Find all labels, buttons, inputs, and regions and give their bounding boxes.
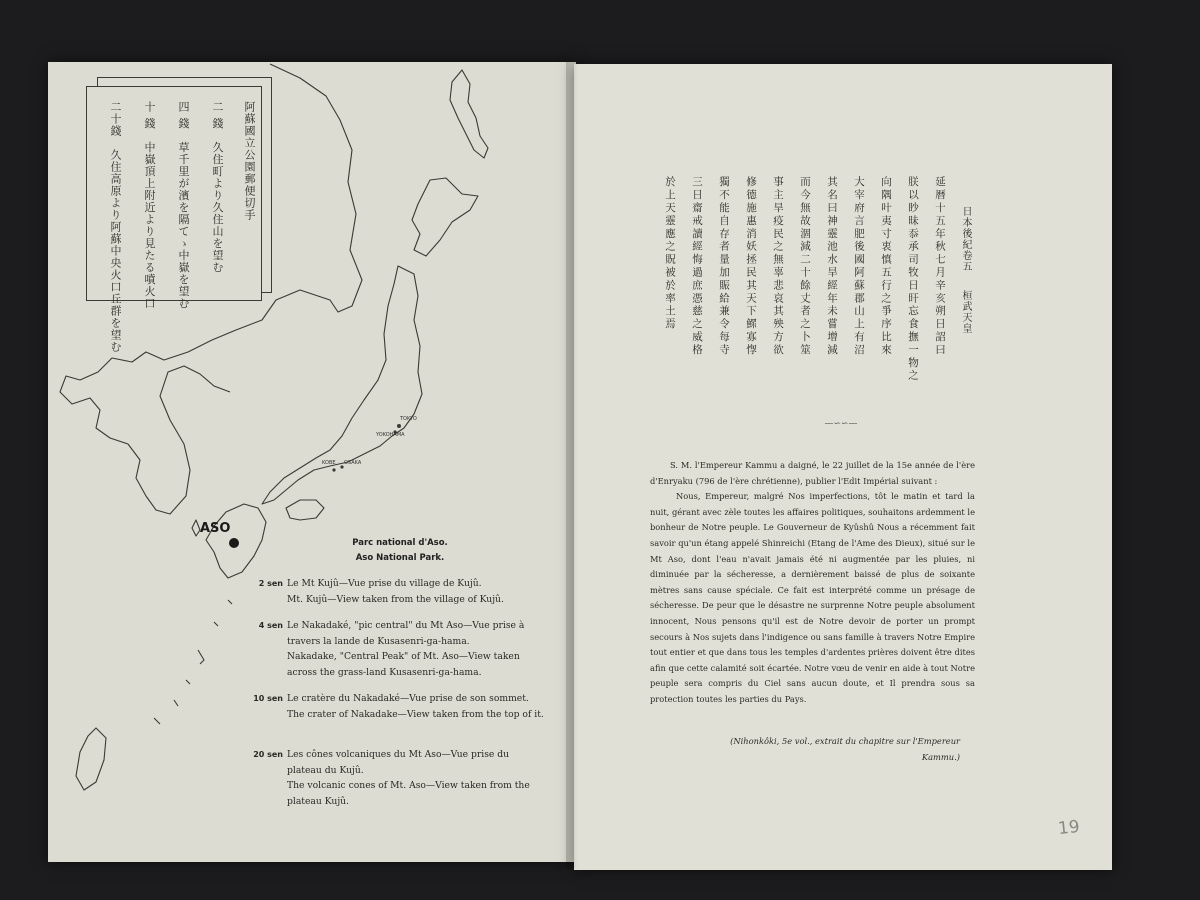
french-intro: S. M. l'Empereur Kammu a daigné, le 22 juillet de la 15e année de l'ère d'Enryaku (796 de l'ère chrétienne), publier l'Edit Impérial suivant :	[650, 460, 975, 486]
french-body: Nous, Empereur, malgré Nos imperfections, tôt le matin et tard la nuit, gérant avec zèle toutes les affaires politiques, souhaitons ardemment le bonheur de Notre peuple. Le Gouverneur de Kyûshû Nous a récemment fait savoir qu'un étang appelé Shinreichi (Etang de l'Ame des Dieux), situé sur le Mt Aso, dont l'eau n'avait jamais été ni augmentée par les pluies, ni diminuée par la sécheresse, a dernièrement baissé de plus de soixante mètres sans cause spéciale. Ce fait est interprété comme un présage de sécheresse. De peur que le désastre ne surprenne Notre peuple absolument innocent, Nous pensons qu'il est de Notre devoir de porter un prompt secours à Nos sujets dans l'indigence ou sans famille à travers Notre Empire tout entier et que dans tous les temples d'ardentes prières doivent être dites afin que cette calamité soit écartée. Notre vœu de venir en aide à tout Notre peuple sera compris du Ciel sans aucun doute, et Il prendra sous sa protection toutes les parties du Pays.	[650, 491, 975, 704]
stamp-entry-20sen	[253, 747, 545, 809]
kanbun-column: 向隅叶夷寸衷慎五行之爭序比來	[880, 176, 892, 357]
aso-marker	[229, 538, 239, 548]
kanbun-column: 其名曰神靈池水旱經年未嘗增減	[826, 176, 838, 357]
caption-column-20sen: 二十錢 久住高原より阿蘇中央火口丘群を望む	[109, 101, 122, 353]
kanbun-column: 三日齋戒讀經悔過庶憑慈之威格	[691, 176, 703, 357]
map-label-kobe: KOBE	[322, 460, 336, 466]
caption-column-10sen: 十 錢 中嶽頂上附近より見たる噴火口	[143, 101, 156, 310]
map-sakhalin	[450, 70, 488, 158]
stamp-desc-fr: Le cratère du Nakadaké—Vue prise de son sommet.	[287, 693, 529, 704]
kanbun-column: 事主旱疫民之無辜悲哀其殃方欲	[772, 176, 784, 357]
caption-column-title: 阿蘇國立公園郵便切手	[243, 101, 256, 221]
map-hokkaido	[412, 178, 478, 256]
stamp-entry-2sen	[258, 576, 532, 607]
kanbun-emperor-name: 桓武天皇	[960, 290, 971, 334]
pencil-page-mark: 19	[1057, 816, 1081, 840]
kanbun-column: 朕以眇昧忝承司牧日旰忘食撫一物之	[907, 176, 919, 383]
map-label-yokohama: YOKOHAMA	[376, 432, 405, 438]
park-title-fr: Parc national d'Aso.	[352, 538, 448, 548]
map-label-tokyo: TOKYO	[400, 416, 417, 422]
kanbun-column: 延暦十五年秋七月辛亥朔日詔曰	[934, 176, 946, 357]
map-label-osaka: OSAKA	[344, 460, 362, 466]
park-title-en: Aso National Park.	[355, 553, 445, 563]
park-title	[320, 536, 480, 566]
kanbun-source-title: 日本後紀卷五	[960, 206, 971, 272]
map-taiwan	[76, 728, 106, 790]
kanbun-column: 而今無故涸減二十餘丈者之卜筮	[799, 176, 811, 357]
stamp-entry-4sen	[258, 618, 540, 680]
stamp-denomination: 20 sen	[253, 750, 283, 759]
stamp-entry-10sen	[253, 691, 545, 722]
map-tokyo-dot	[397, 424, 401, 428]
kanbun-column: 修德施惠消妖拯民其天下鰥寡惸	[745, 176, 757, 357]
stamp-desc-en: Nakadake, "Central Peak" of Mt. Aso—View taken across the grass-land Kusasenri-ga-hama.	[287, 651, 520, 678]
map-shikoku	[286, 500, 324, 520]
map-tsushima	[192, 520, 200, 536]
kanbun-column: 於上天靈應之貺被於率土焉	[664, 176, 676, 331]
stamp-denomination: 10 sen	[253, 694, 283, 703]
stamp-denomination: 4 sen	[258, 621, 283, 630]
caption-box	[86, 86, 262, 353]
map-ryukyu	[154, 600, 232, 724]
stamp-desc-en: The volcanic cones of Mt. Aso—View taken from the plateau Kujû.	[287, 780, 530, 807]
caption-column-4sen: 四 錢 草千里が濱を隔てゝ中嶽を望む	[177, 101, 190, 310]
section-ornament: —∽∽—	[824, 419, 858, 429]
stamp-denomination: 2 sen	[258, 579, 283, 588]
stamp-desc-fr: Le Nakadaké, "pic central" du Mt Aso—Vue prise à travers la lande de Kusasenri-ga-hama.	[287, 620, 525, 647]
stamp-desc-en: The crater of Nakadake—View taken from the top of it.	[287, 708, 544, 720]
kanbun-column: 大宰府言肥後國阿蘇郡山上有沼	[853, 176, 865, 357]
french-source-citation: (Nihonkôki, 5e vol., extrait du chapitre sur l'Empereur Kammu.)	[730, 736, 960, 762]
map-label-aso: ASO	[200, 521, 231, 536]
stamp-desc-fr: Le Mt Kujû—Vue prise du village de Kujû.	[287, 578, 482, 589]
map-kobe-dot	[332, 468, 335, 471]
stamp-desc-en: Mt. Kujû—View taken from the village of Kujû.	[287, 593, 504, 605]
kanbun-column: 獨不能自存者量加賑給兼令每寺	[718, 176, 730, 357]
french-edict-text	[650, 458, 975, 708]
stamp-desc-fr: Les cônes volcaniques du Mt Aso—Vue prise du plateau du Kujû.	[287, 749, 510, 776]
caption-column-2sen: 二 錢 久住町より久住山を望む	[211, 101, 224, 274]
